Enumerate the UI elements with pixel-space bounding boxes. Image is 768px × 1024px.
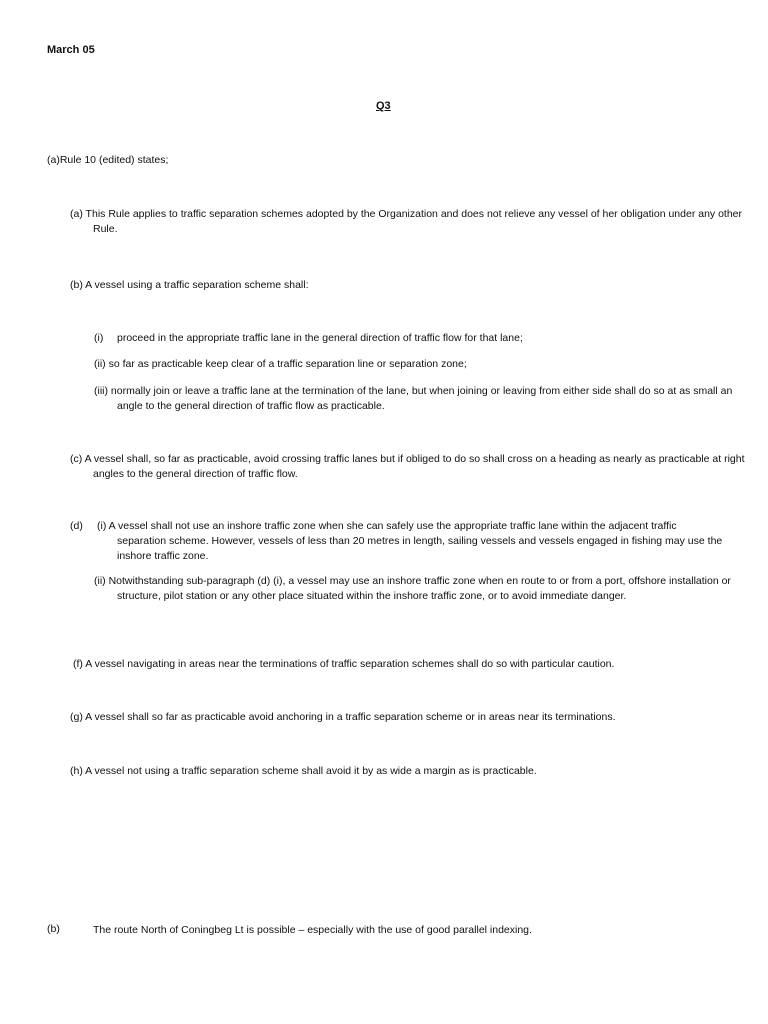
rule-para-b-i xyxy=(94,331,734,346)
part-a-intro: (a)Rule 10 (edited) states; xyxy=(47,154,169,166)
rule-para-g: (g) A vessel shall so far as practicable avoid anchoring in a traffic separation scheme or in areas near its terminations. xyxy=(70,711,616,723)
rule-para-c: (c) A vessel shall, so far as practicable, avoid crossing traffic lanes but if obliged to do so shall cross on a heading as nearly as practicable at right angles to the general direction of traffic flow. xyxy=(70,453,745,480)
rule-para-b-ii: (ii) so far as practicable keep clear of a traffic separation line or separation zone; xyxy=(94,358,467,370)
question-title: Q3 xyxy=(376,100,391,112)
rule-para-b-i-number: (i) xyxy=(94,332,104,344)
rule-para-a: (a) This Rule applies to traffic separation schemes adopted by the Organization and does not relieve any vessel of her obligation under any other Rule. xyxy=(70,208,743,235)
rule-para-h: (h) A vessel not using a traffic separation scheme shall avoid it by as wide a margin as is practicable. xyxy=(70,765,537,777)
rule-para-b: (b) A vessel using a traffic separation scheme shall: xyxy=(70,279,309,291)
rule-para-d-i xyxy=(97,519,727,564)
document-date: March 05 xyxy=(47,44,95,56)
rule-para-f: (f) A vessel navigating in areas near the terminations of traffic separation schemes shall do so with particular caution. xyxy=(73,658,615,670)
rule-para-d-i-text: (i) A vessel shall not use an inshore traffic zone when she can safely use the appropriate traffic lane within the adjacent traffic separation scheme. However, vessels of less than 20 metres in length, sailing vessels and vessels engaged in fishing may use the inshore traffic zone. xyxy=(97,520,723,562)
rule-para-b-i-text: proceed in the appropriate traffic lane in the general direction of traffic flow for that lane; xyxy=(117,332,523,344)
rule-para-d-ii: (ii) Notwithstanding sub-paragraph (d) (i), a vessel may use an inshore traffic zone when en route to or from a port, offshore installation or structure, pilot station or any other place situated within the inshore traffic zone, or to avoid immediate danger. xyxy=(94,575,731,602)
part-b-text: The route North of Coningbeg Lt is possible – especially with the use of good parallel indexing. xyxy=(93,924,532,936)
part-b-label: (b) xyxy=(47,923,60,935)
rule-para-b-iii: (iii) normally join or leave a traffic lane at the termination of the lane, but when joining or leaving from either side shall do so at as small an angle to the general direction of traffic flow as practicable. xyxy=(94,385,733,412)
rule-para-d-label: (d) xyxy=(70,520,83,532)
